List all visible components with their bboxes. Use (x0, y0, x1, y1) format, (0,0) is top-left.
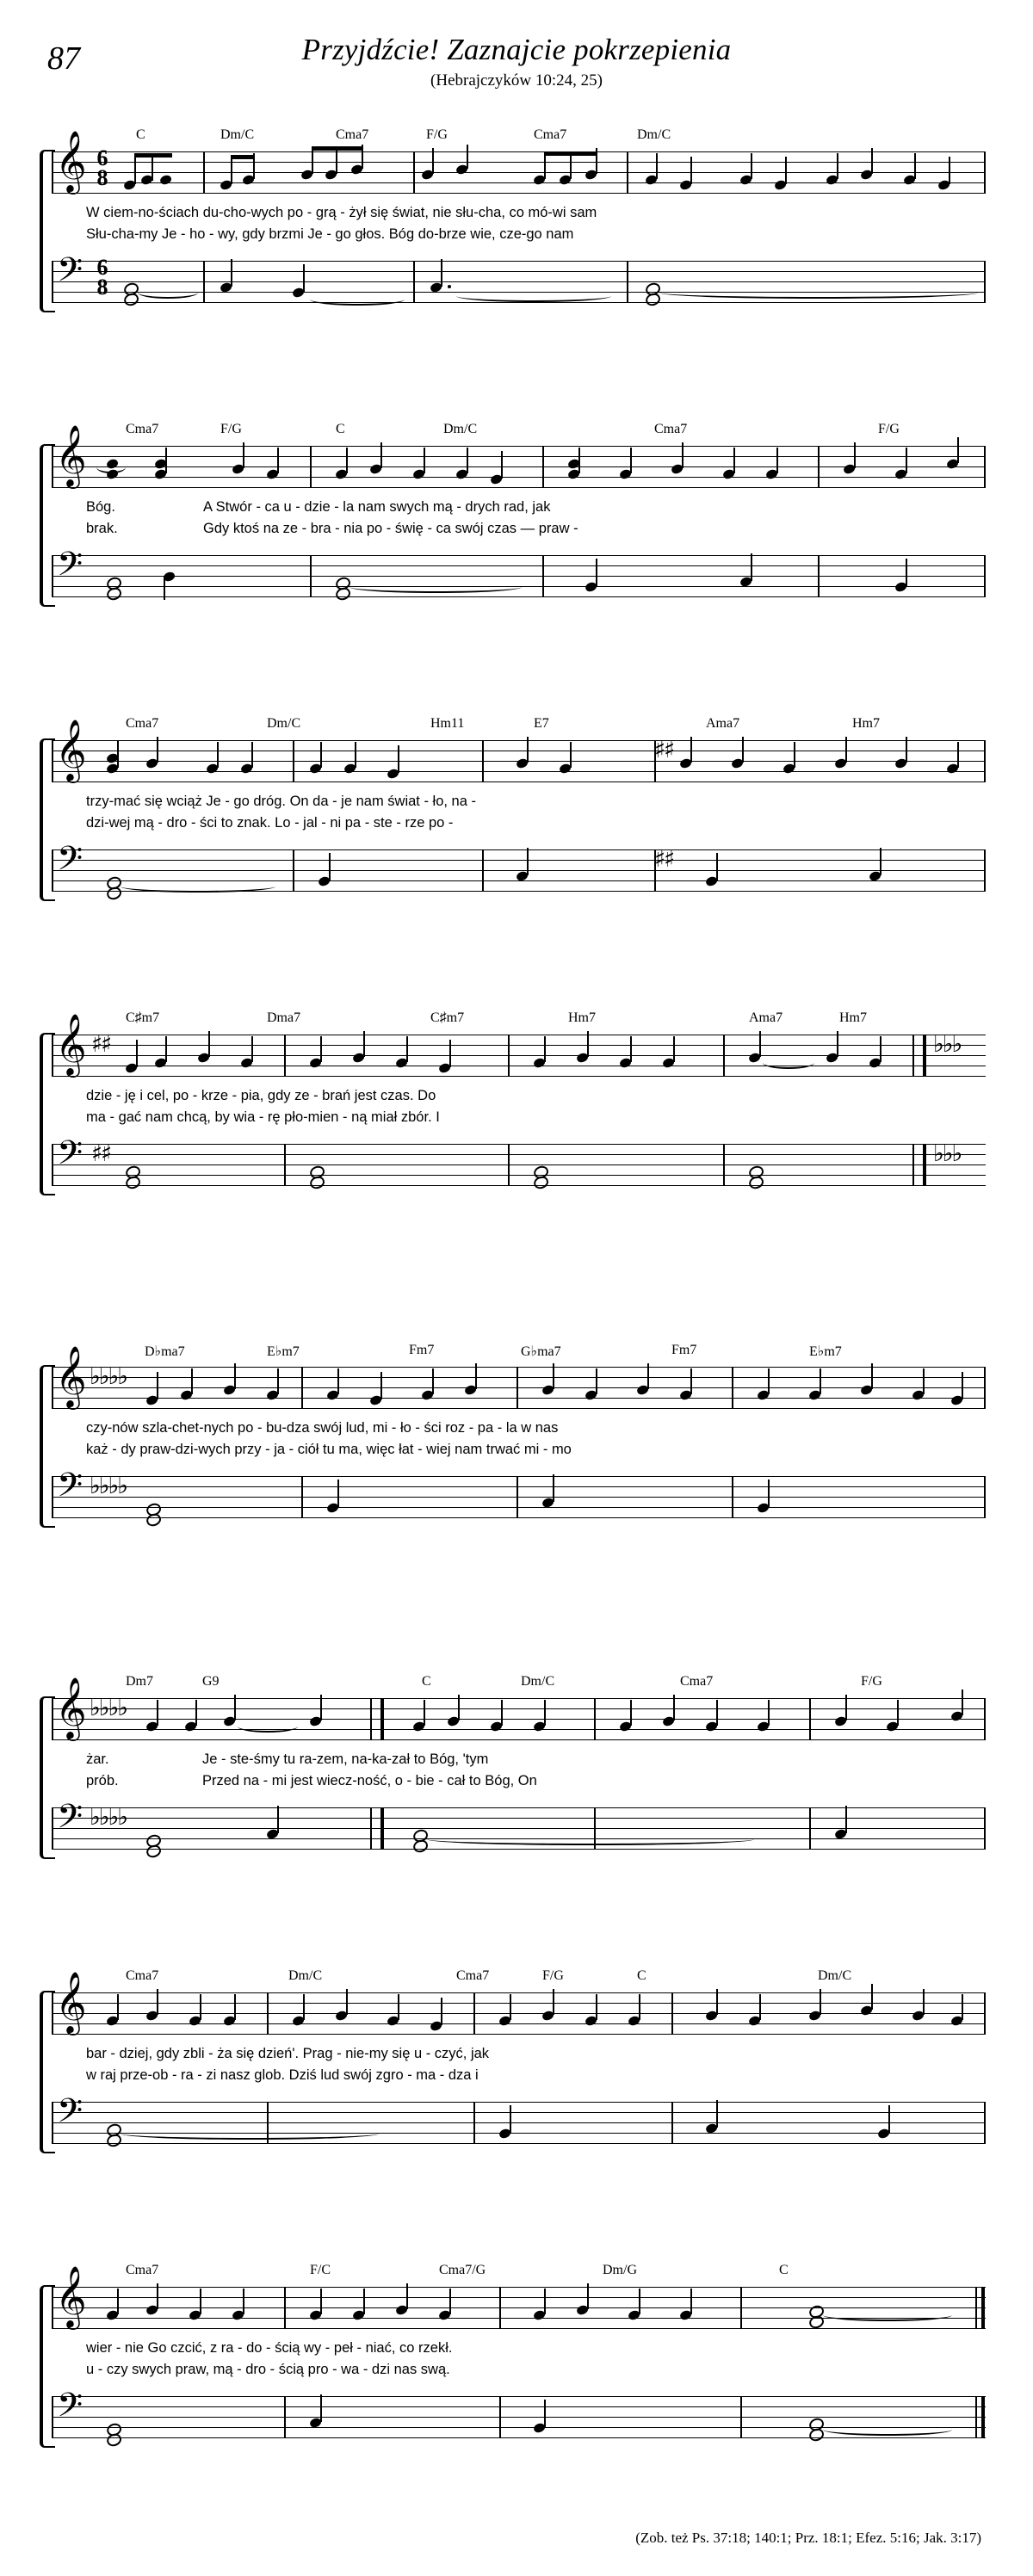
lyrics-row-verse-1 (52, 1088, 986, 1109)
bass-clef-icon: 𝄢 (57, 1134, 84, 1181)
lyric-syllable: Bóg. (86, 499, 115, 515)
chord-symbol: Ama7 (749, 1010, 783, 1025)
treble-clef-icon: 𝄞 (55, 1344, 87, 1407)
chord-row-8 (52, 2263, 986, 2280)
chord-symbol: E♭m7 (267, 1344, 300, 1359)
chord-symbol: C♯m7 (126, 1010, 160, 1025)
music-system-3 (52, 716, 986, 898)
music-system-2 (52, 422, 986, 603)
lyrics-row-verse-1 (52, 794, 986, 814)
bass-clef-icon: 𝄢 (57, 2386, 84, 2433)
bass-staff (52, 545, 986, 603)
lyric-line: czy-nów szla-chet-nych po - bu-dza swój lud, mi - ło - ści roz - pa - la w nas (86, 1420, 559, 1436)
bass-staff (52, 1134, 986, 1192)
music-system-7 (52, 1968, 986, 2150)
bass-clef-icon: 𝄢 (57, 839, 84, 886)
key-signature: ♯♯ (654, 737, 674, 763)
music-system-4 (52, 1010, 986, 1192)
treble-clef-icon: 𝄞 (55, 1676, 87, 1739)
bass-staff (52, 839, 986, 898)
chord-symbol: Dm/C (521, 1674, 555, 1689)
chord-symbol: Dm/C (637, 127, 671, 142)
lyric-line: A Stwór - ca u - dzie - la nam swych mą - drych rad, jak (203, 499, 551, 515)
chord-symbol: E7 (534, 716, 549, 731)
chord-symbol: F/G (542, 1968, 564, 1983)
key-signature: ♯♯ (91, 1031, 111, 1058)
chord-symbol: F/C (310, 2263, 331, 2277)
bass-staff (52, 1466, 986, 1524)
lyric-line: trzy-mać się wciąż Je - go dróg. On da - je nam świat - ło, na - (86, 794, 476, 809)
chord-symbol: Cma7 (126, 716, 159, 731)
music-system-5 (52, 1343, 986, 1524)
chord-symbol: F/G (426, 127, 448, 142)
lyrics-row-verse-2 (52, 2067, 986, 2088)
lyric-line: Je - ste-śmy tu ra-zem, na-ka-zał to Bóg, 'tym (202, 1751, 489, 1767)
lyric-line: u - czy swych praw, mą - dro - ścią pro - wa - dzi nas swą. (86, 2362, 450, 2377)
chord-symbol: F/G (861, 1674, 882, 1689)
treble-clef-icon: 𝄞 (55, 718, 87, 781)
chord-symbol: Cma7 (126, 2263, 159, 2277)
chord-row-2 (52, 422, 986, 439)
chord-symbol: F/G (878, 422, 900, 436)
chord-symbol: C♯m7 (430, 1010, 465, 1025)
key-signature: ♭♭♭♭ (90, 1804, 127, 1831)
bass-clef-icon: 𝄢 (57, 545, 84, 592)
chord-symbol: C (136, 127, 145, 142)
bass-staff (52, 2091, 986, 2150)
lyric-line: w raj prze-ob - ra - zi nasz glob. Dziś lud swój zgro - ma - dza i (86, 2067, 479, 2083)
chord-symbol: Hm7 (839, 1010, 867, 1025)
song-title: Przyjdźcie! Zaznajcie pokrzepienia (301, 33, 732, 66)
chord-row-7 (52, 1968, 986, 1986)
chord-symbol: G9 (202, 1674, 220, 1689)
chord-symbol: E♭m7 (809, 1344, 842, 1359)
lyrics-row-verse-2 (52, 2362, 986, 2382)
footer-reference: (Zob. też Ps. 37:18; 140:1; Prz. 18:1; Efez. 5:16; Jak. 3:17) (635, 2530, 981, 2546)
music-system-6 (52, 1674, 986, 1856)
time-signature: 6 8 (96, 145, 108, 190)
lyric-line: Słu-cha-my Je - ho - wy, gdy brzmi Je - go głos. Bóg do-brze wie, cze-go nam (86, 226, 574, 242)
bass-clef-icon: 𝄢 (57, 1466, 84, 1513)
key-signature: ♭♭♭♭ (90, 1363, 127, 1390)
lyric-line: wier - nie Go czcić, z ra - do - ścią wy - peł - niać, co rzekł. (86, 2340, 453, 2356)
chord-symbol: G♭ma7 (521, 1344, 561, 1359)
lyric-syllable: brak. (86, 521, 118, 536)
chord-symbol: Dm/C (818, 1968, 852, 1983)
treble-clef-icon: 𝄞 (55, 1970, 87, 2033)
chord-symbol: C (637, 1968, 646, 1983)
chord-symbol: Dm/C (267, 716, 301, 731)
lyric-line: W ciem-no-ściach du-cho-wych po - grą - żył się świat, nie słu-cha, co mó-wi sam (86, 205, 597, 220)
chord-symbol: D♭ma7 (145, 1344, 185, 1359)
lyrics-row-verse-1 (52, 1751, 986, 1772)
scripture-reference: (Hebrajczyków 10:24, 25) (430, 71, 603, 90)
treble-clef-icon: 𝄞 (55, 1012, 87, 1075)
chord-row-6 (52, 1674, 986, 1691)
chord-symbol: Cma7 (654, 422, 688, 436)
chord-symbol: Dm/G (603, 2263, 637, 2277)
chord-symbol: Cma7/G (439, 2263, 486, 2277)
bass-clef-icon: 𝄢 (57, 1797, 84, 1844)
chord-symbol: Dma7 (267, 1010, 301, 1025)
treble-clef-icon: 𝄞 (55, 423, 87, 486)
lyric-line: ma - gać nam chcą, by wia - rę pło-mien - ną miał zbór. I (86, 1109, 440, 1125)
chord-symbol: Ama7 (706, 716, 740, 731)
chord-symbol: Dm/C (443, 422, 478, 436)
bass-staff (52, 2386, 986, 2444)
chord-symbol: Hm7 (852, 716, 880, 731)
chord-symbol: Cma7 (680, 1674, 714, 1689)
music-system-1 (52, 127, 986, 309)
treble-clef-icon: 𝄞 (55, 2264, 87, 2327)
lyrics-row-verse-1 (52, 2340, 986, 2361)
lyric-line: każ - dy praw-dzi-wych przy - ja - ciół tu ma, więc łat - wiej nam trwać mi - mo (86, 1442, 572, 1457)
chord-symbol: Fm7 (671, 1343, 697, 1357)
chord-symbol: Cma7 (336, 127, 369, 142)
song-number: 87 (47, 40, 80, 77)
lyric-line: bar - dziej, gdy zbli - ża się dzień'. Prag - nie-my się u - czyć, jak (86, 2046, 490, 2061)
chord-symbol: Cma7 (126, 1968, 159, 1983)
bass-staff (52, 250, 986, 309)
chord-row-5 (52, 1343, 986, 1360)
lyric-syllable: żar. (86, 1751, 109, 1767)
chord-symbol: Cma7 (456, 1968, 490, 1983)
key-signature: ♯♯ (91, 1140, 111, 1167)
lyric-line: dzi-wej mą - dro - ści to znak. Lo - jal - ni pa - ste - rze po - (86, 815, 454, 831)
chord-symbol: F/G (220, 422, 242, 436)
chord-symbol: Hm11 (430, 716, 465, 731)
chord-symbol: Dm7 (126, 1674, 153, 1689)
chord-symbol: Hm7 (568, 1010, 596, 1025)
chord-row-3 (52, 716, 986, 733)
chord-symbol: Fm7 (409, 1343, 435, 1357)
page-header (0, 33, 1033, 90)
lyrics-row-verse-1 (52, 1420, 986, 1441)
lyrics-row-verse-2 (52, 521, 986, 541)
lyrics-row-verse-2 (52, 1109, 986, 1130)
bass-staff (52, 1797, 986, 1856)
chord-symbol: C (422, 1674, 431, 1689)
chord-row-4 (52, 1010, 986, 1028)
key-signature-change: ♭♭♭ (933, 1031, 962, 1058)
chord-symbol: Cma7 (126, 422, 159, 436)
chord-row-1 (52, 127, 986, 145)
key-signature: ♭♭♭♭ (90, 1695, 127, 1721)
music-system-8 (52, 2263, 986, 2444)
lyrics-row-verse-1 (52, 499, 986, 520)
chord-symbol: Dm/C (220, 127, 255, 142)
key-signature-change: ♭♭♭ (933, 1140, 962, 1167)
bass-clef-icon: 𝄢 (57, 250, 84, 298)
key-signature: ♭♭♭♭ (90, 1473, 127, 1499)
chord-symbol: C (779, 2263, 789, 2277)
lyrics-row-verse-1 (52, 2046, 986, 2066)
lyrics-row-verse-1 (52, 205, 986, 225)
chord-symbol: Dm/C (288, 1968, 323, 1983)
lyrics-row-verse-2 (52, 1773, 986, 1794)
chord-symbol: C (336, 422, 345, 436)
lyric-line: dzie - ję i cel, po - krze - pia, gdy ze - brań jest czas. Do (86, 1088, 436, 1103)
lyric-line: Gdy ktoś na ze - bra - nia po - świę - ca swój czas — praw - (203, 521, 578, 536)
chord-symbol: Cma7 (534, 127, 567, 142)
lyrics-row-verse-2 (52, 1442, 986, 1462)
lyrics-row-verse-2 (52, 226, 986, 247)
time-signature: 6 8 (96, 255, 108, 300)
key-signature: ♯♯ (654, 846, 674, 873)
bass-clef-icon: 𝄢 (57, 2091, 84, 2139)
lyrics-row-verse-2 (52, 815, 986, 836)
lyric-syllable: prób. (86, 1773, 119, 1788)
treble-clef-icon: 𝄞 (55, 129, 87, 192)
lyric-line: Przed na - mi jest wiecz-ność, o - bie - cał to Bóg, On (202, 1773, 537, 1788)
